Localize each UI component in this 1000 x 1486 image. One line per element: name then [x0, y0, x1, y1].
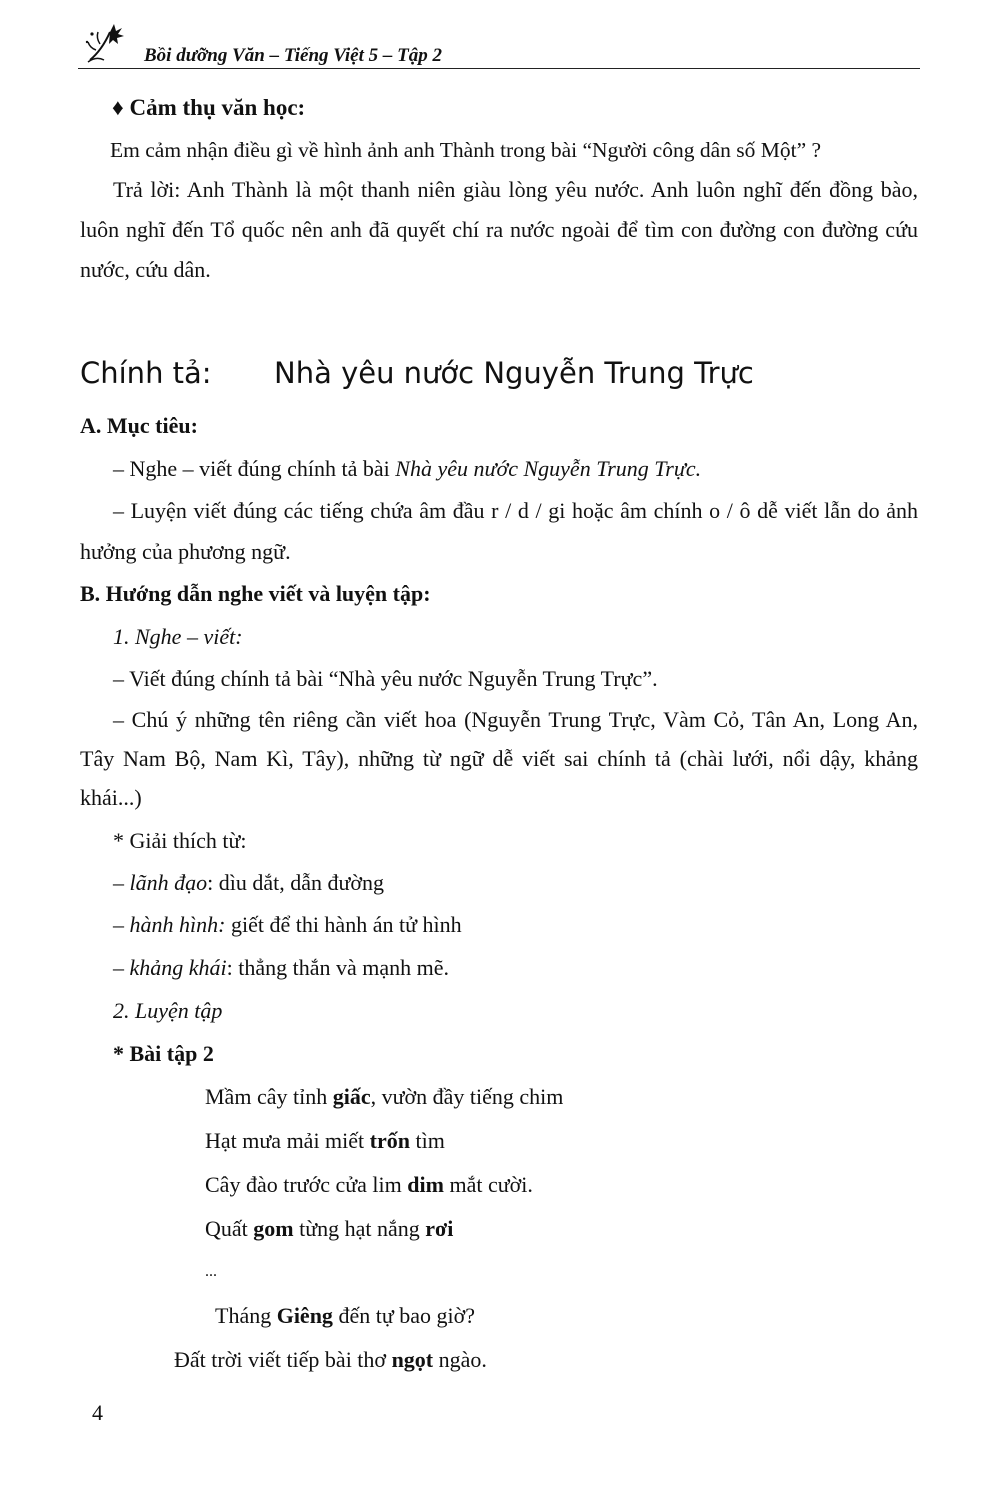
term-item: – lãnh đạo: dìu dắt, dẫn đường [113, 870, 385, 895]
flower-ornament-icon [82, 20, 130, 66]
poem-ellipsis: ... [205, 1263, 217, 1280]
poem-line: Quất gom từng hạt nắng rơi [205, 1216, 454, 1241]
lesson-title-italic: Nhà yêu nước Nguyễn Trung Trực. [395, 456, 702, 481]
poem-line: Tháng Giêng đến tự bao giờ? [215, 1303, 476, 1328]
sub-heading-luyen-tap: 2. Luyện tập [113, 998, 223, 1023]
section-a-heading: A. Mục tiêu: [80, 413, 198, 438]
poem-line: Cây đào trước cửa lim dim mắt cười. [205, 1172, 533, 1197]
page-number: 4 [92, 1400, 103, 1425]
term-item: – hành hình: giết để thi hành án tử hình [113, 912, 462, 937]
cam-thu-question: Em cảm nhận điều gì về hình ảnh anh Thành trong bài “Người công dân số Một” ? [110, 138, 822, 162]
sub-heading-nghe-viet: 1. Nghe – viết: [113, 624, 243, 649]
section-b-heading: B. Hướng dẫn nghe viết và luyện tập: [80, 581, 431, 606]
cam-thu-heading: ♦ Cảm thụ văn học: [112, 95, 306, 120]
section-b-line1: – Viết đúng chính tả bài “Nhà yêu nước Nguyễn Trung Trực”. [113, 666, 658, 691]
poem-line: Đất trời viết tiếp bài thơ ngọt ngào. [174, 1347, 487, 1372]
cam-thu-answer: Trả lời: Anh Thành là một thanh niên giàu lòng yêu nước. Anh luôn nghĩ đến đồng bào, luôn nghĩ đến Tổ quốc nên anh đã quyết chí ra nước ngoài để tìm con đường con đường cứu nước, cứu dân. [80, 177, 918, 282]
section-a-line1: – Nghe – viết đúng chính tả bài Nhà yêu nước Nguyễn Trung Trực. [113, 456, 702, 481]
poem-line: Hạt mưa mải miết trốn tìm [205, 1128, 445, 1153]
giai-thich-heading: * Giải thích từ: [113, 828, 247, 853]
running-header [78, 18, 920, 69]
header-title: Bồi dưỡng Văn – Tiếng Việt 5 – Tập 2 [144, 45, 442, 66]
bai-tap-heading: * Bài tập 2 [113, 1041, 214, 1066]
poem-line: Mầm cây tỉnh giấc, vườn đầy tiếng chim [205, 1084, 564, 1109]
section-a-line2: – Luyện viết đúng các tiếng chứa âm đầu r / d / gi hoặc âm chính o / ô dễ viết lẫn do ảnh hưởng của phương ngữ. [80, 498, 918, 564]
section-b-line2: – Chú ý những tên riêng cần viết hoa (Nguyễn Trung Trực, Vàm Cỏ, Tân An, Long An, Tây Nam Bộ, Nam Kì, Tây), những từ ngữ dễ viết sai chính tả (chài lưới, nổi dậy, khảng khái...) [80, 707, 918, 810]
chinh-ta-title: Nhà yêu nước Nguyễn Trung Trực [274, 356, 754, 390]
term-item: – khảng khái: thẳng thắn và mạnh mẽ. [113, 955, 450, 980]
chinh-ta-label: Chính tả: [80, 356, 212, 390]
